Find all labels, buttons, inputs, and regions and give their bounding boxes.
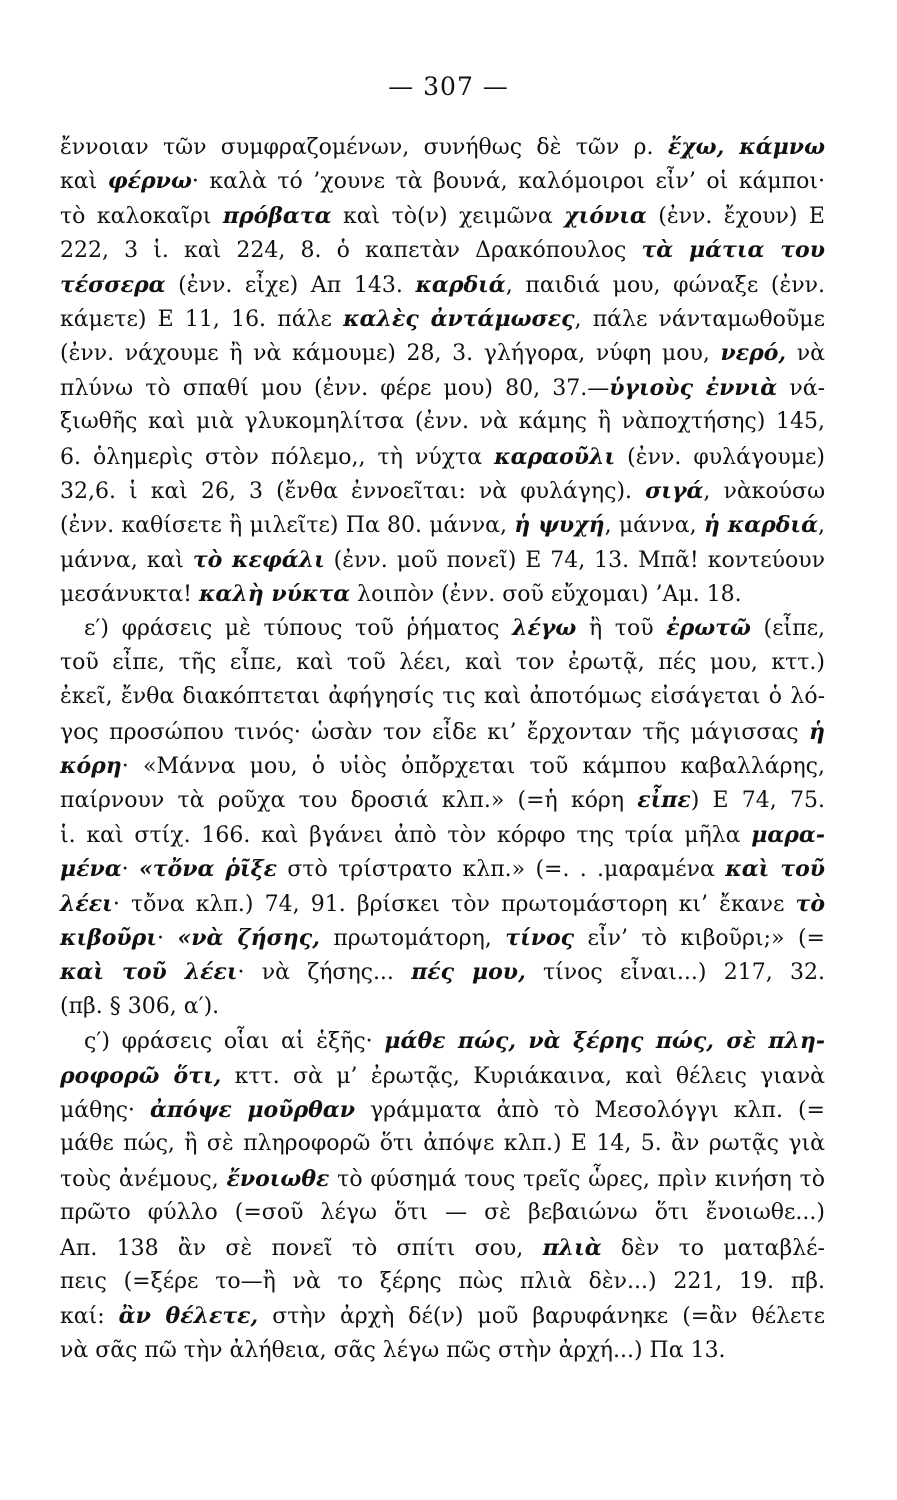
text-run: μάννα, καὶ (60, 547, 193, 573)
text-run: καὶ τὸ(ν) χειμῶνα (331, 203, 565, 229)
emphasized-phrase: καὶ τοῦ λέει (60, 959, 238, 986)
text-run: τὸ φύσημά τους τρεῖς ὧρες, πρὶν κινήση τὸ (329, 1166, 825, 1192)
text-run: στὸ τρίστρατο κλπ.» (=. . .μαραμένα (277, 857, 726, 883)
emphasized-phrase: καραοῦλι (494, 443, 616, 470)
emphasized-phrase: ἂν θέλετε, (118, 1303, 259, 1330)
text-line (60, 818, 825, 852)
text-line (60, 371, 825, 405)
text-line (60, 887, 825, 921)
text-run: εἶν’ τὸ κιβοῦρι;» (= (574, 925, 825, 951)
text-line (60, 199, 825, 233)
text-run: · «Μάννα μου, ὁ υἱὸς ὀπὄρχεται τοῦ κάμπου καβαλλάρης, (121, 754, 825, 780)
text-line (60, 474, 825, 508)
emphasized-phrase: καλὴ νύκτα (198, 581, 351, 608)
emphasized-phrase: χιόνια (564, 202, 647, 229)
text-run: · (121, 857, 139, 883)
text-run: 6. ὁλημερὶς στὸν πόλεμο,, τὴ νύχτα (60, 444, 495, 470)
text-run: μάθης· (60, 1097, 150, 1123)
text-line (60, 1231, 825, 1265)
text-line (60, 852, 825, 886)
text-line (60, 405, 825, 439)
text-line (60, 543, 825, 577)
emphasized-phrase: «τὄνα ῥῖξε (138, 856, 278, 883)
text-run: · (156, 925, 178, 951)
text-run: · τὄνα κλπ.) 74, 91. βρίσκει τὸν πρωτομάστορη κι’ ἔκανε (112, 891, 796, 917)
emphasized-phrase: λέγω (512, 615, 577, 642)
emphasized-phrase: «νὰ ζήσης, (177, 924, 320, 951)
text-run: τίνος εἶναι...) 217, 32. (525, 960, 826, 986)
text-run: μάθε πώς, ἢ σὲ πληροφορῶ ὅτι ἀπόψε κλπ.) Ε 14, 5. ἂν ρωτᾷς γιὰ (60, 1131, 825, 1157)
text-run: καὶ (60, 169, 108, 195)
emphasized-phrase: πλιὰ (542, 1234, 602, 1261)
text-run: ς′) φράσεις οἷαι αἱ ἑξῆς· (84, 1029, 385, 1055)
emphasized-phrase: λέει (60, 890, 113, 917)
text-run: δὲν το ματαβλέ- (601, 1235, 825, 1261)
text-run: ε′) φράσεις μὲ τύπους τοῦ ῥήματος (84, 616, 513, 642)
text-run: (ἐνν. ἔχουν) Ε (646, 203, 825, 229)
text-line (60, 440, 825, 474)
text-run: , (818, 513, 826, 539)
text-run: νά- (777, 375, 826, 401)
text-run: γράμματα ἀπὸ τὸ Μεσολόγγι κλπ. (= (354, 1097, 825, 1123)
emphasized-phrase: ροφορῶ ὅτι, (60, 1062, 222, 1089)
text-run: κττ. σὰ μ’ ἐρωτᾷς, Κυριάκαινα, καὶ θέλεις γιανὰ (221, 1063, 826, 1089)
text-run: (ἐνν. μοῦ πονεῖ) Ε 74, 13. Μπᾶ! κοντεύουν (324, 547, 826, 573)
text-line (60, 1299, 825, 1333)
text-run: ἔννοιαν τῶν συμφραζομένων, συνήθως δὲ τῶν ρ. (60, 135, 668, 160)
emphasized-phrase: ἀπόψε μοῦρθαν (149, 1096, 355, 1123)
text-run: καί: (60, 1304, 119, 1330)
emphasized-phrase: ἔχω, κάμνω (667, 134, 826, 160)
text-line (60, 783, 825, 817)
text-run: πλύνω τὸ σπαθί μου (ἐνν. φέρε μου) 80, 37.— (60, 375, 610, 401)
text-line (60, 646, 825, 680)
text-line (60, 508, 825, 542)
text-run: · καλὰ τό ’χουνε τὰ βουνά, καλόμοιροι εἶν’ οἱ κάμποι· (191, 169, 825, 195)
text-line (60, 990, 825, 1024)
emphasized-phrase: μαρα- (751, 821, 825, 848)
text-run: , νὰκούσω (703, 478, 826, 504)
emphasized-phrase: μάθε πώς, νὰ ξέρης πώς, σὲ πλη- (384, 1028, 825, 1055)
emphasized-phrase: ἔνοιωθε (226, 1165, 330, 1192)
text-run: , μάννα, (604, 513, 704, 539)
text-line (60, 680, 825, 714)
text-run: γος προσώπου τινός· ὡσὰν τον εἶδε κι’ ἔρχονταν τῆς μάγισσας (60, 719, 809, 745)
text-run: κάμετε) Ε 11, 16. πάλε (60, 306, 344, 332)
emphasized-phrase: πρόβατα (222, 202, 332, 229)
text-line (60, 1024, 825, 1058)
text-run: (πβ. § 306, α′). (60, 993, 220, 1019)
text-run: μεσάνυκτα! (60, 582, 199, 608)
text-line (60, 1093, 825, 1127)
text-line (60, 302, 825, 336)
emphasized-phrase: καλὲς ἀντάμωσες (343, 305, 575, 332)
text-line (60, 1127, 825, 1161)
emphasized-phrase: φέρνω (107, 168, 192, 195)
text-run: , παιδιά μου, φώναξε (ἐνν. (505, 272, 825, 298)
text-run: (ἐνν. φυλάγουμε) (615, 444, 825, 470)
text-run: 222, 3 ἱ. καὶ 224, 8. ὁ καπετὰν Δρακόπουλος (60, 238, 642, 264)
text-run: (ἐνν. καθίσετε ἢ μιλεῖτε) Πα 80. μάννα, (60, 513, 515, 539)
text-line (60, 336, 825, 370)
text-line (60, 130, 825, 164)
emphasized-phrase: ὑγιοὺς ἐννιὰ (609, 374, 778, 401)
text-run: τὸ καλοκαῖρι (60, 203, 223, 229)
emphasized-phrase: μένα (60, 856, 122, 883)
text-line (60, 715, 825, 749)
emphasized-phrase: τὸ (795, 890, 825, 917)
text-line (60, 164, 825, 198)
emphasized-phrase: ἡ καρδιά (703, 512, 819, 539)
text-run: παίρνουν τὰ ροῦχα του δροσιά κλπ.» (=ἡ κόρη (60, 788, 638, 814)
emphasized-phrase: καρδιά (415, 271, 506, 298)
text-run: νὰ σᾶς πῶ τὴν ἀλήθεια, σᾶς λέγω πῶς στὴν ἀρχή...) Πα 13. (60, 1337, 726, 1363)
text-line (60, 577, 825, 611)
body-text (60, 130, 825, 1368)
emphasized-phrase: ἡ (809, 718, 825, 745)
text-run: πρῶτο φύλλο (=σοῦ λέγω ὅτι — σὲ βεβαιώνω ὅτι ἔνοιωθε...) (60, 1200, 825, 1226)
emphasized-phrase: τέσσερα (60, 271, 166, 298)
text-run: στὴν ἀρχὴ δέ(ν) μοῦ βαρυφάνηκε (=ἂν θέλετε (258, 1304, 825, 1330)
emphasized-phrase: σιγά (645, 477, 704, 504)
text-line (60, 611, 825, 645)
text-run: νὰ (786, 341, 825, 367)
text-run: λοιπὸν (ἐνν. σοῦ εὔχομαι) ’Αμ. 18. (350, 582, 742, 608)
emphasized-phrase: τὰ μάτια του (641, 237, 825, 264)
text-run: πεις (=ξέρε το—ἢ νὰ το ξέρης πὼς πλιὰ δὲν...) 221, 19. πβ. (60, 1268, 825, 1294)
text-run: · νὰ ζήσης... (237, 960, 412, 986)
text-run: (εἶπε, (750, 616, 826, 642)
emphasized-phrase: νερό, (720, 340, 787, 367)
text-run: τοὺς ἀνέμους, (60, 1166, 227, 1192)
text-line (60, 921, 825, 955)
text-run: ἱ. καὶ στίχ. 166. καὶ βγάνει ἀπὸ τὸν κόρφο της τρία μῆλα (60, 822, 752, 848)
emphasized-phrase: τίνος (505, 924, 575, 951)
text-line (60, 1059, 825, 1093)
text-line (60, 1196, 825, 1230)
text-run: (ἐνν. εἶχε) Απ 143. (165, 272, 416, 298)
text-run: τοῦ εἶπε, τῆς εἶπε, καὶ τοῦ λέει, καὶ τον ἐρωτᾷ, πές μου, κττ.) (60, 649, 825, 675)
text-run: ἢ τοῦ (576, 616, 667, 642)
text-line (60, 233, 825, 267)
text-line (60, 1162, 825, 1196)
page-number: — 307 — (388, 72, 509, 101)
text-run: ) Ε 74, 75. (690, 788, 825, 814)
text-run: (ἐνν. νάχουμε ἢ νὰ κάμουμε) 28, 3. γλήγορα, νύφη μου, (60, 341, 721, 367)
text-run: Απ. 138 ἂν σὲ πονεῖ τὸ σπίτι σου, (60, 1235, 543, 1261)
emphasized-phrase: ἡ ψυχή (514, 512, 605, 539)
emphasized-phrase: καὶ τοῦ (725, 856, 826, 883)
emphasized-phrase: πές μου, (411, 959, 526, 986)
text-run: 32,6. ἱ καὶ 26, 3 (ἔνθα ἐννοεῖται: νὰ φυλάγης). (60, 478, 646, 504)
text-run: ξιωθῆς καὶ μιὰ γλυκομηλίτσα (ἐνν. νὰ κάμης ἢ νὰποχτήσης) 145, (60, 409, 825, 435)
text-line (60, 268, 825, 302)
text-line (60, 1265, 825, 1299)
text-run: ἐκεῖ, ἔνθα διακόπτεται ἀφήγησίς τις καὶ ἀποτόμως εἰσάγεται ὁ λό- (60, 684, 825, 710)
text-line (60, 955, 825, 989)
text-line (60, 1334, 825, 1368)
emphasized-phrase: κόρη (60, 753, 122, 780)
emphasized-phrase: κιβοῦρι (60, 924, 157, 951)
text-run: , πάλε νάνταμωθοῦμε (574, 306, 825, 332)
emphasized-phrase: ἐρωτῶ (666, 615, 751, 642)
text-line (60, 749, 825, 783)
emphasized-phrase: τὸ κεφάλι (192, 546, 325, 573)
text-run: πρωτομάτορη, (319, 925, 506, 951)
emphasized-phrase: εἶπε (637, 787, 691, 814)
